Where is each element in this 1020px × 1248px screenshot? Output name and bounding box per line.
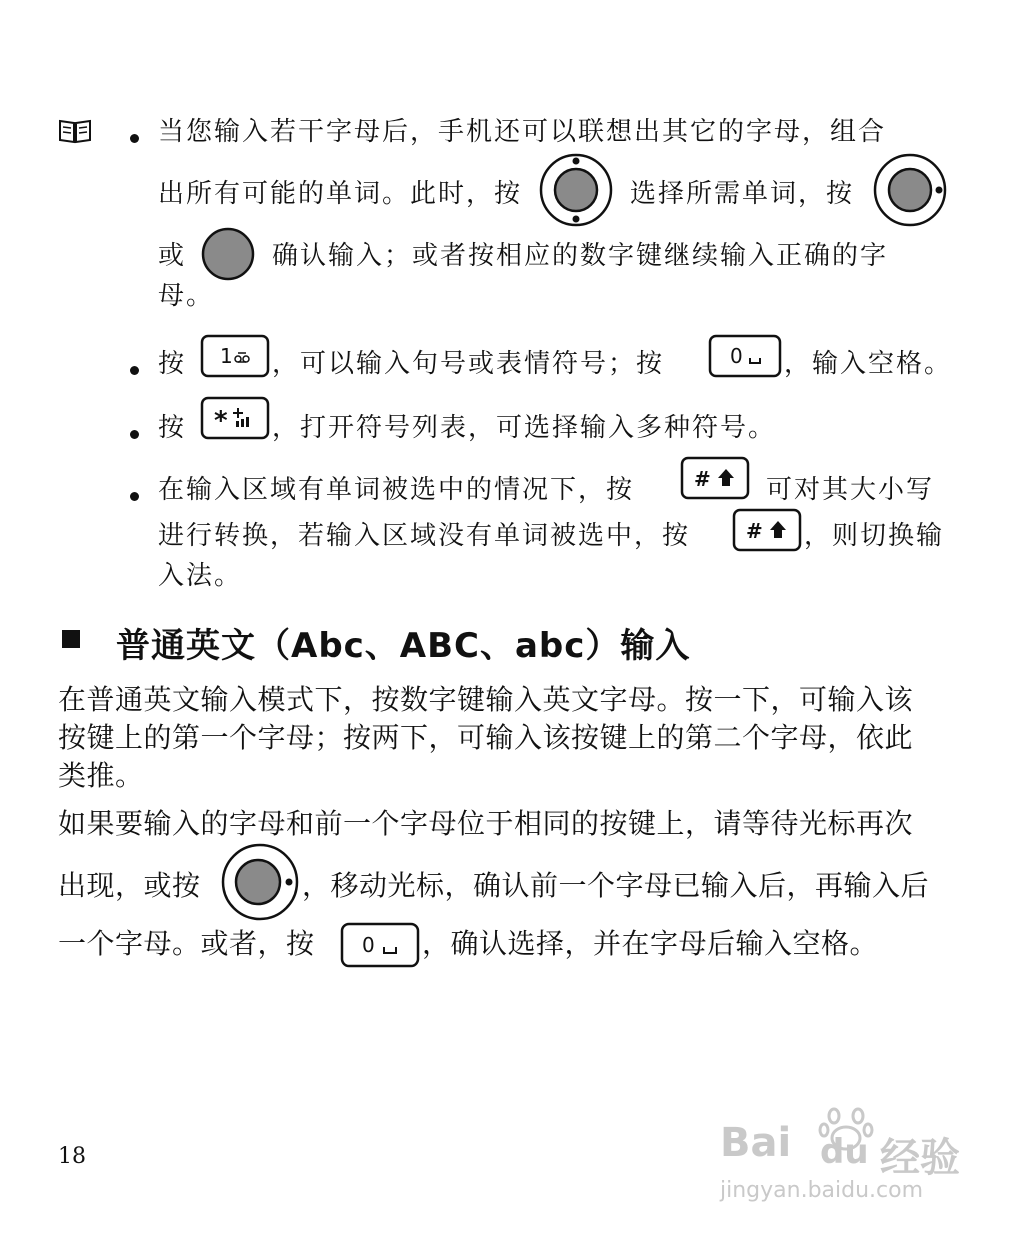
note-text: ，可以输入句号或表情符号；按 — [272, 349, 665, 379]
note-text: 选择所需单词，按 — [630, 179, 855, 209]
paragraph-line: 出现，或按 — [58, 869, 201, 902]
key-hash-shift-icon — [732, 508, 802, 552]
key-1-voicemail-icon — [200, 334, 270, 378]
watermark-cn: 经验 — [880, 1135, 960, 1181]
key-1-label: 1 — [220, 344, 233, 368]
key-0-space-icon — [708, 334, 782, 378]
svg-text:*: * — [214, 406, 228, 436]
watermark-url: jingyan.baidu.com — [720, 1178, 924, 1203]
note-text: 母。 — [158, 281, 215, 311]
key-0-space-icon — [340, 922, 420, 968]
paragraph-line: 一个字母。或者，按 — [58, 927, 315, 960]
key-star-symbol-icon — [200, 396, 270, 440]
note-text: 可对其大小写 — [766, 475, 935, 505]
watermark-brand: Bai — [720, 1120, 792, 1166]
baidu-watermark — [720, 1100, 980, 1210]
key-0-label: 0 — [362, 933, 375, 957]
paragraph-line: ，移动光标，确认前一个字母已输入后，再输入后 — [302, 869, 930, 902]
bullet-dot — [130, 430, 139, 439]
key-hash-shift-icon — [680, 456, 750, 500]
key-hash-label: # — [746, 519, 763, 543]
note-text: 进行转换，若输入区域没有单词被选中，按 — [158, 521, 691, 551]
bullet-dot — [130, 366, 139, 375]
nav-key-right-icon — [220, 842, 300, 922]
note-text: 确认输入；或者按相应的数字键继续输入正确的字 — [272, 241, 889, 271]
section-heading: 普通英文（Abc、ABC、abc）输入 — [116, 626, 691, 666]
key-hash-label: # — [694, 467, 711, 491]
note-text: 按 — [158, 413, 187, 443]
paragraph-line: 类推。 — [58, 759, 144, 792]
book-note-icon — [58, 118, 92, 144]
note-text: 入法。 — [158, 561, 243, 591]
paragraph-line: 如果要输入的字母和前一个字母位于相同的按键上，请等待光标再次 — [58, 807, 914, 840]
note-text: 出所有可能的单词。此时，按 — [158, 179, 523, 209]
page-number: 18 — [58, 1144, 86, 1169]
bullet-dot — [130, 134, 139, 143]
center-key-icon — [200, 226, 256, 282]
note-text: 在输入区域有单词被选中的情况下，按 — [158, 475, 635, 505]
note-text: ，则切换输 — [804, 521, 945, 551]
note-text: 当您输入若干字母后，手机还可以联想出其它的字母，组合 — [158, 117, 887, 147]
note-text: 或 — [158, 241, 187, 271]
watermark-brand2: du — [820, 1132, 869, 1172]
note-text: ，输入空格。 — [784, 349, 953, 379]
nav-key-right-icon — [872, 152, 948, 228]
paragraph-line: 在普通英文输入模式下，按数字键输入英文字母。按一下，可输入该 — [58, 683, 914, 716]
key-0-label: 0 — [730, 344, 743, 368]
note-text: ，打开符号列表，可选择输入多种符号。 — [272, 413, 777, 443]
nav-key-updown-icon — [538, 152, 614, 228]
note-text: 按 — [158, 349, 187, 379]
paragraph-line: ，确认选择，并在字母后输入空格。 — [422, 927, 879, 960]
heading-square-icon — [62, 630, 80, 648]
paragraph-line: 按键上的第一个字母；按两下，可输入该按键上的第二个字母，依此 — [58, 721, 914, 754]
bullet-dot — [130, 492, 139, 501]
